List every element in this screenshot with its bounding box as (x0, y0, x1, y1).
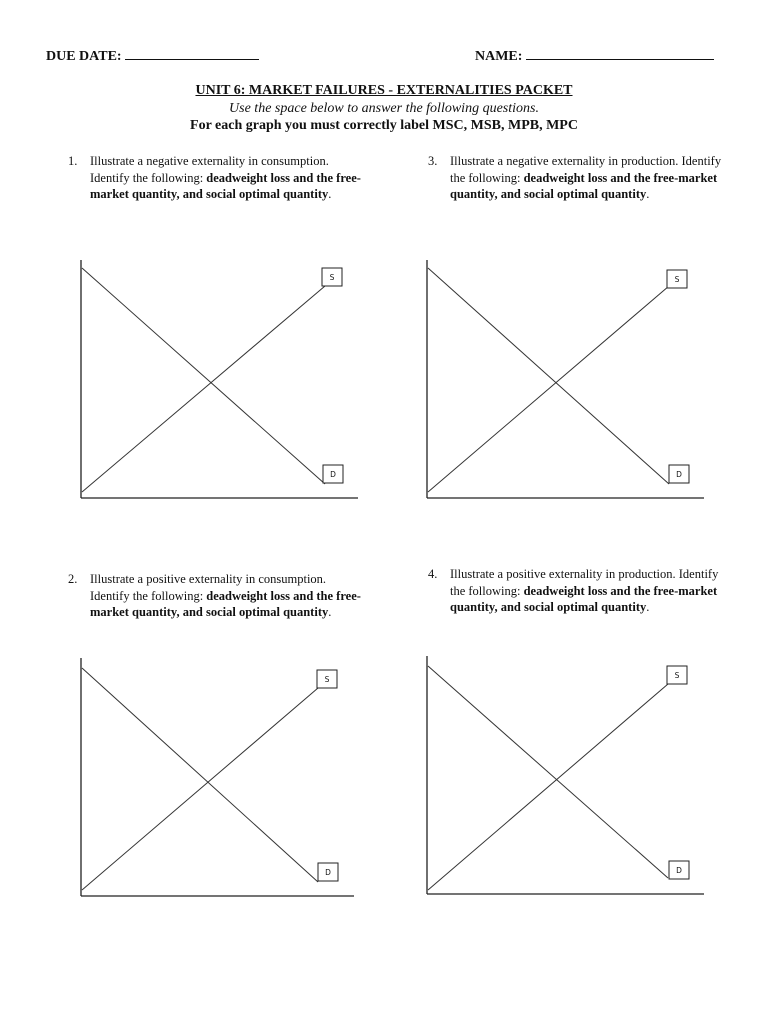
demand-curve (428, 268, 669, 484)
question-end: . (646, 187, 650, 201)
question-end: . (646, 600, 650, 614)
name-field[interactable] (526, 47, 714, 60)
demand-curve (428, 666, 668, 878)
graph-1[interactable] (80, 260, 360, 500)
supply-label: S (329, 273, 335, 282)
demand-label: D (325, 868, 331, 877)
question-end: . (328, 605, 332, 619)
packet-instruction: For each graph you must correctly label MSC, MSB, MPB, MPC (190, 118, 578, 133)
question-1 (68, 153, 368, 203)
question-2 (68, 571, 368, 621)
question-number: 2. (68, 572, 78, 586)
supply-curve (82, 286, 325, 492)
due-date-row (46, 47, 259, 65)
name-label: NAME: (475, 49, 523, 64)
supply-label: S (674, 275, 680, 284)
question-number: 3. (428, 154, 438, 168)
demand-label: D (676, 470, 682, 479)
question-text: Illustrate a negative externality in production. Identify the following: (450, 154, 722, 185)
graph-3[interactable] (426, 260, 706, 500)
demand-label: D (676, 866, 682, 875)
supply-label: S (674, 671, 680, 680)
title-block (0, 82, 768, 135)
due-date-label: DUE DATE: (46, 49, 122, 64)
question-text: Illustrate a positive externality in consumption. Identify the following: (90, 572, 327, 603)
packet-title: UNIT 6: MARKET FAILURES - EXTERNALITIES PACKET (195, 83, 573, 98)
question-4 (428, 566, 728, 616)
graph-4[interactable] (426, 656, 706, 896)
question-emphasis: deadweight loss and the free-market quantity, and social optimal quantity (450, 170, 718, 201)
question-emphasis: deadweight loss and the free-market quantity, and social optimal quantity (90, 588, 361, 619)
question-text: Illustrate a positive externality in production. Identify the following: (450, 567, 719, 598)
question-text: Illustrate a negative externality in consumption. Identify the following: (90, 154, 329, 185)
question-number: 4. (428, 567, 438, 581)
question-end: . (328, 187, 332, 201)
demand-curve (82, 668, 318, 882)
supply-curve (428, 286, 669, 492)
name-row (475, 47, 714, 65)
question-number: 1. (68, 154, 78, 168)
demand-curve (82, 268, 325, 484)
question-emphasis: deadweight loss and the free-market quantity, and social optimal quantity (450, 583, 718, 614)
question-emphasis: deadweight loss and the free-market quantity, and social optimal quantity (90, 170, 361, 201)
supply-label: S (324, 675, 330, 684)
due-date-field[interactable] (125, 47, 259, 60)
graph-2[interactable] (80, 658, 360, 898)
packet-subtitle: Use the space below to answer the following questions. (229, 101, 539, 116)
question-3 (428, 153, 728, 203)
supply-curve (428, 684, 668, 890)
demand-label: D (330, 470, 336, 479)
supply-curve (82, 688, 318, 890)
